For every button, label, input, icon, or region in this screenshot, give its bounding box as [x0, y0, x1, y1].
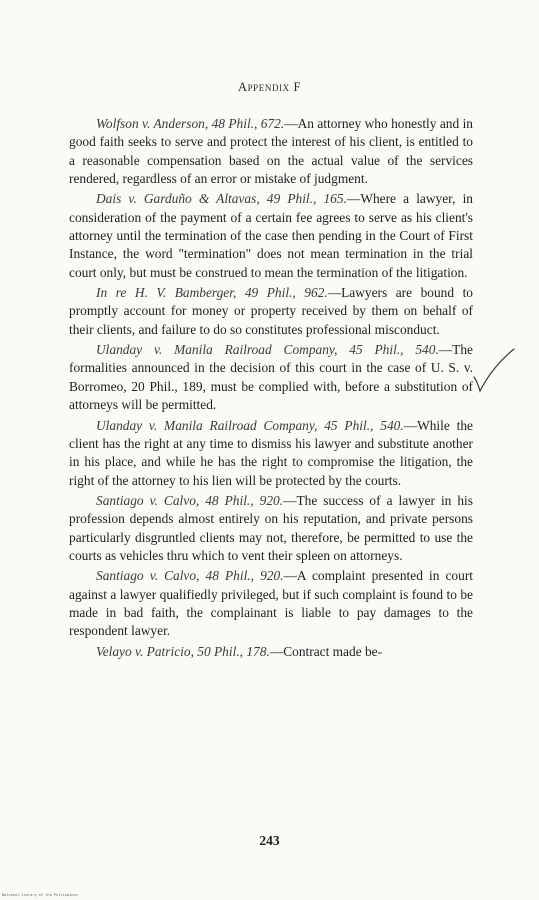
case-summary: —While the client has the right at any time to dismiss his lawyer and substitute another in his place, and while he has the right to compromise the litigation, the right of the attorney to his lien will be protected by the courts. [69, 417, 473, 488]
page-number: 243 [259, 833, 280, 848]
case-citation: Ulanday v. Manila Railroad Company, 45 Phil., 540. [96, 342, 439, 358]
case-paragraph [69, 417, 473, 490]
case-citation: Ulanday v. Manila Railroad Company, 45 Phil., 540. [96, 417, 404, 433]
case-paragraph [69, 567, 473, 640]
case-citation: Dais v. Garduño & Altavas, 49 Phil., 165. [96, 191, 347, 207]
case-summary: —Lawyers are bound to promptly account for money or property received by them on behalf of their clients, and failure to do so constitutes professional misconduct. [69, 285, 473, 337]
case-citation: Wolfson v. Anderson, 48 Phil., 672. [96, 116, 285, 131]
case-summary: —The formalities announced in the decision of this court in the case of U. S. v. Borromeo, 20 Phil., 189, must be complied with, before a substitution of attorneys will be permitted. [69, 342, 473, 413]
case-summary: —Where a lawyer, in consideration of the payment of a certain fee agrees to serve as his client's attorney until the termination of the case then pending in the Court of First Instance, the word "termination" does not mean termination in the trial court only, but must be construed to mean the termination of the litigation. [69, 191, 473, 280]
case-citation: In re H. V. Bamberger, 49 Phil., 962. [96, 285, 328, 301]
case-summary: —A complaint presented in court against a lawyer qualifiedly privileged, but if such complaint is found to be made in bad faith, the complainant is liable to pay damages to the respondent lawyer. [69, 568, 473, 639]
page-header: Appendix F [237, 80, 302, 94]
body-text [69, 115, 473, 663]
library-footer: National Library of the Philippines [2, 893, 78, 897]
case-paragraph [69, 341, 473, 414]
case-summary: —An attorney who honestly and in good faith seeks to serve and protect the interest of his client, is entitled to a reasonable compensation based on the actual value of the services rendered, regardless of an error or mistake of judgment. [69, 116, 473, 187]
case-paragraph [69, 492, 473, 565]
case-summary: —Contract made be- [269, 643, 383, 659]
case-summary: —The success of a lawyer in his profession depends almost entirely on his reputation, and private persons particularly disgruntled clients may not, therefore, be permitted to use the courts as vehicles thru which to vent their spleen on attorneys. [69, 492, 473, 563]
case-paragraph [69, 190, 473, 282]
case-paragraph [69, 643, 473, 661]
case-paragraph [69, 284, 473, 339]
case-citation: Velayo v. Patricio, 50 Phil., 178. [96, 643, 270, 659]
case-citation: Santiago v. Calvo, 48 Phil., 920. [96, 492, 284, 508]
checkmark-icon [472, 347, 516, 393]
case-citation: Santiago v. Calvo, 48 Phil., 920. [96, 568, 284, 584]
case-paragraph [69, 115, 473, 188]
